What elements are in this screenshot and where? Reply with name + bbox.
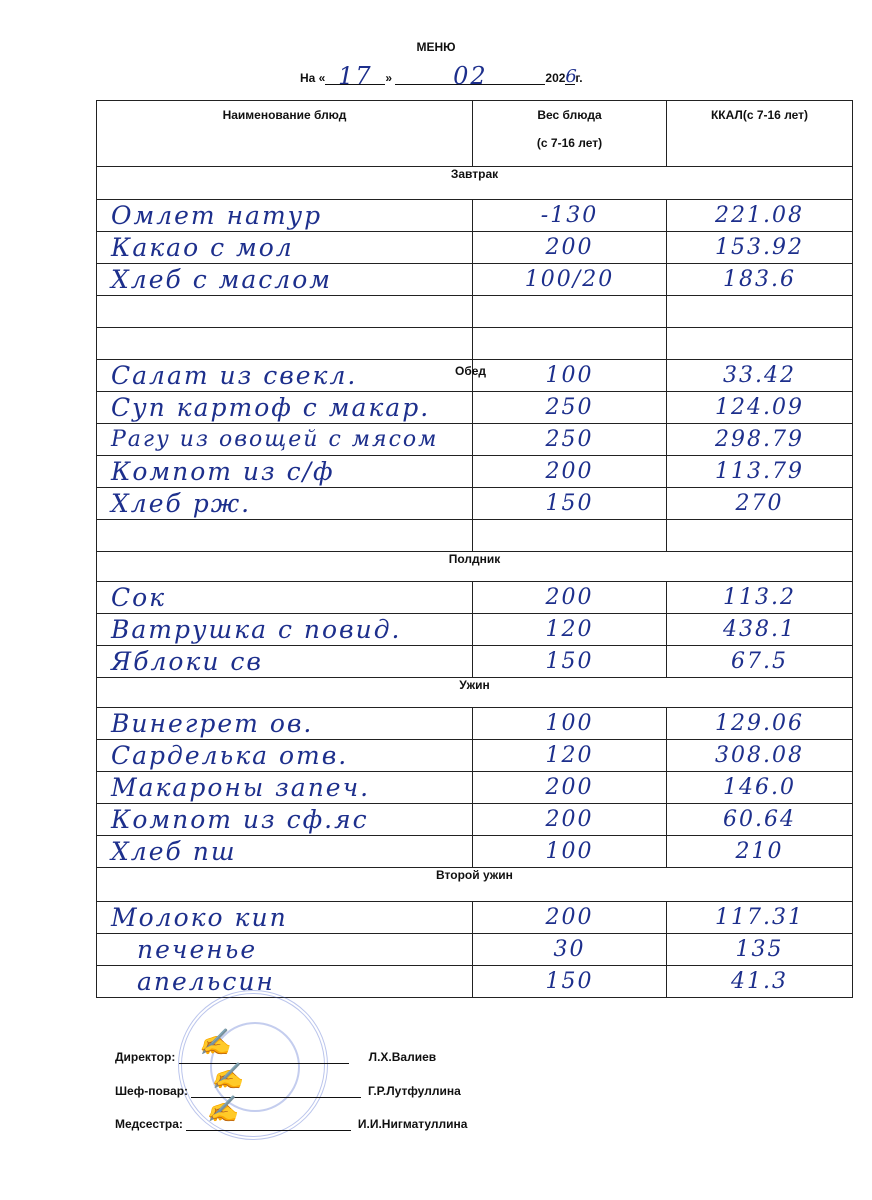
table-row [97, 836, 853, 868]
date-year-suffix: г. [575, 71, 583, 85]
signature-chef [115, 1062, 461, 1098]
table-row [97, 392, 853, 424]
dish-weight: 100 [473, 836, 667, 868]
date-month-field [395, 62, 545, 90]
dish-weight: 150 [473, 966, 667, 998]
table-row [97, 264, 853, 296]
dish-name: Ватрушка с повид. [97, 614, 473, 646]
nurse-signature-mark: ✍ [206, 1095, 241, 1125]
dish-name: Компот из с/ф [97, 456, 473, 488]
dish-kcal: 41.3 [667, 966, 853, 998]
dish-kcal: 113.79 [667, 456, 853, 488]
dish-kcal: 124.09 [667, 392, 853, 424]
chef-name: Г.Р.Лутфуллина [368, 1084, 461, 1098]
dish-kcal: 146.0 [667, 772, 853, 804]
table-row-empty [97, 520, 853, 552]
section-header-second-dinner: Второй ужин [97, 868, 853, 902]
column-header-kcal: ККАЛ(с 7-16 лет) [667, 101, 853, 167]
section-header-lunch: Обед [455, 364, 487, 378]
table-row [97, 456, 853, 488]
dish-weight: -130 [473, 200, 667, 232]
dish-weight: 250 [473, 424, 667, 456]
table-row-empty [97, 296, 853, 328]
dish-kcal: 221.08 [667, 200, 853, 232]
dish-name: Сок [97, 582, 473, 614]
director-signature-line [179, 1028, 349, 1064]
dish-weight: 100 [473, 360, 667, 392]
table-row [97, 614, 853, 646]
date-prefix: На « [300, 71, 326, 85]
dish-name: Компот из сф.яс [97, 804, 473, 836]
dish-name: Суп картоф с макар. [97, 392, 473, 424]
dish-weight: 200 [473, 772, 667, 804]
dish-kcal: 153.92 [667, 232, 853, 264]
date-month: 02 [453, 62, 488, 90]
column-header-weight: Вес блюда (с 7-16 лет) [473, 101, 667, 167]
table-header-row [97, 101, 853, 167]
dish-weight: 150 [473, 646, 667, 678]
dish-name: печенье [97, 934, 473, 966]
dish-kcal: 135 [667, 934, 853, 966]
date-year-prefix: 202 [545, 71, 566, 85]
dish-name: Омлет натур [97, 200, 473, 232]
dish-weight: 120 [473, 614, 667, 646]
dish-kcal: 113.2 [667, 582, 853, 614]
dish-name: Рагу из овощей с мясом [97, 424, 473, 456]
dish-name: Молоко кип [97, 902, 473, 934]
dish-weight: 100 [473, 708, 667, 740]
dish-kcal: 33.42 [667, 360, 853, 392]
dish-weight: 200 [473, 902, 667, 934]
table-row [97, 200, 853, 232]
dish-name: Сарделька отв. [97, 740, 473, 772]
table-row [97, 232, 853, 264]
chef-signature-mark: ✍ [211, 1062, 246, 1092]
signature-director [115, 1028, 437, 1064]
dish-weight: 200 [473, 456, 667, 488]
dish-name: Хлеб рж. [97, 488, 473, 520]
dish-weight: 150 [473, 488, 667, 520]
section-header-snack: Полдник [97, 552, 853, 582]
date-year-digit: 6 [565, 66, 577, 87]
table-row [97, 934, 853, 966]
table-row [97, 708, 853, 740]
director-name: Л.Х.Валиев [368, 1050, 437, 1064]
dish-kcal: 117.31 [667, 902, 853, 934]
dish-weight: 200 [473, 232, 667, 264]
director-label: Директор: [115, 1050, 176, 1064]
dish-name: Хлеб с маслом [97, 264, 473, 296]
dish-weight: 100/20 [473, 264, 667, 296]
dish-name: Винегрет ов. [97, 708, 473, 740]
section-header-dinner: Ужин [97, 678, 853, 708]
table-row [97, 488, 853, 520]
column-header-name: Наименование блюд [97, 101, 473, 167]
dish-weight: 200 [473, 582, 667, 614]
dish-kcal: 129.06 [667, 708, 853, 740]
dish-kcal: 270 [667, 488, 853, 520]
dish-name: Макароны запеч. [97, 772, 473, 804]
dish-kcal: 438.1 [667, 614, 853, 646]
table-row [97, 740, 853, 772]
section-header-breakfast: Завтрак [97, 167, 853, 200]
dish-name: апельсин [97, 966, 473, 998]
nurse-label: Медсестра: [115, 1117, 183, 1131]
document-title: МЕНЮ [416, 40, 456, 54]
date-line [300, 62, 583, 90]
signature-nurse [115, 1095, 468, 1131]
menu-table [96, 100, 853, 998]
table-row [97, 582, 853, 614]
date-day: 17 [338, 62, 373, 90]
table-row [97, 804, 853, 836]
director-signature-mark: ✍ [198, 1028, 234, 1058]
dish-name: Яблоки св [97, 646, 473, 678]
dish-kcal: 308.08 [667, 740, 853, 772]
dish-kcal: 60.64 [667, 804, 853, 836]
table-row [97, 902, 853, 934]
nurse-signature-line [186, 1095, 351, 1131]
dish-name: Какао с мол [97, 232, 473, 264]
dish-name: Салат из свекл. [97, 360, 473, 392]
date-mid: » [385, 71, 393, 85]
chef-label: Шеф-повар: [115, 1084, 189, 1098]
nurse-name: И.И.Нигматуллина [357, 1117, 468, 1131]
table-row-empty [97, 328, 853, 360]
date-day-field [325, 62, 385, 90]
table-row [97, 772, 853, 804]
table-row [97, 424, 853, 456]
dish-name: Хлеб пш [97, 836, 473, 868]
dish-kcal: 183.6 [667, 264, 853, 296]
table-row [97, 966, 853, 998]
table-row [97, 646, 853, 678]
dish-kcal: 298.79 [667, 424, 853, 456]
date-year-field [565, 66, 577, 87]
dish-weight: 120 [473, 740, 667, 772]
dish-weight: 200 [473, 804, 667, 836]
dish-kcal: 67.5 [667, 646, 853, 678]
dish-weight: 30 [473, 934, 667, 966]
dish-kcal: 210 [667, 836, 853, 868]
dish-weight: 250 [473, 392, 667, 424]
